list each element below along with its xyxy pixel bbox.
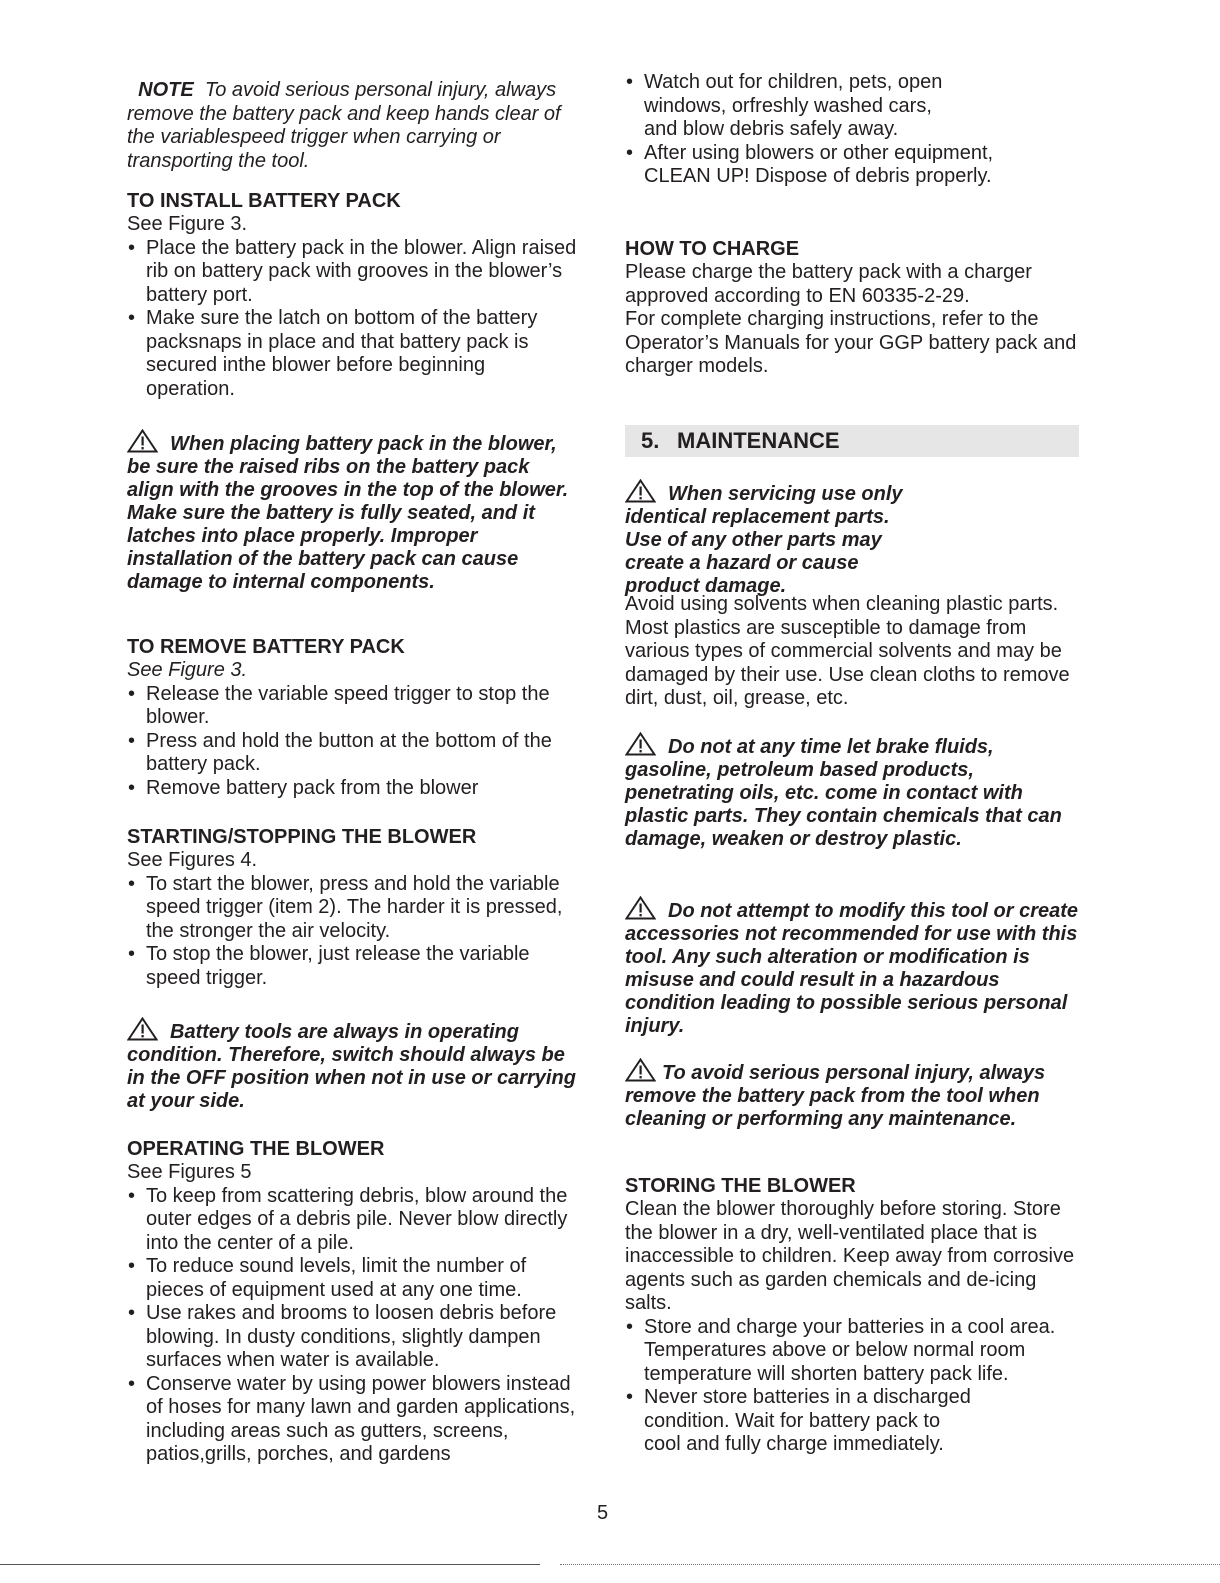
warning-battery-tools-text: Battery tools are always in operating condition. Therefore, switch should always be in the OFF position when not in use or carrying at your side. (127, 1021, 576, 1112)
warning-triangle-icon (625, 479, 656, 503)
list-item: • Store and charge your batteries in a cool area. Temperatures above or below normal room temperature will shorten battery pack life. (625, 1316, 1085, 1387)
list-item: • After using blowers or other equipment, CLEAN UP! Dispose of debris properly. (625, 142, 1085, 189)
note-text: To avoid serious personal injury, always remove the battery pack and keep hands clear of the variablespeed trigger when carrying or transporting the tool. (127, 79, 561, 172)
charge-heading: HOW TO CHARGE (625, 238, 800, 260)
charge-section (625, 237, 1085, 379)
list-item: • To reduce sound levels, limit the number of pieces of equipment used at any one time. (127, 1255, 577, 1302)
install-heading: TO INSTALL BATTERY PACK (127, 190, 401, 212)
list-item: • Remove battery pack from the blower (127, 777, 577, 801)
list-item: • Make sure the latch on bottom of the battery packsnaps in place and that battery pack is secured inthe blower before beginning operation. (127, 307, 577, 401)
list-item: • Watch out for children, pets, open windows, orfreshly washed cars, and blow debris safely away. (625, 71, 1085, 142)
list-item: • Place the battery pack in the blower. Align raised rib on battery pack with grooves in the blower’s battery port. (127, 237, 577, 308)
warning-triangle-icon (625, 896, 656, 920)
warning-triangle-icon (625, 732, 656, 756)
bottom-divider (0, 1564, 540, 1565)
warning-fluids-text: Do not at any time let brake fluids, gasoline, petroleum based products, penetrating oils, etc. come in contact with plastic parts. They contain chemicals that can damage, weaken or destroy plastic. (625, 736, 1062, 850)
remove-list (127, 683, 577, 801)
list-item: • To stop the blower, just release the variable speed trigger. (127, 943, 577, 990)
warning-replacement-parts (625, 479, 1085, 598)
solvents-paragraph: Avoid using solvents when cleaning plastic parts. Most plastics are susceptible to damage from various types of commercial solvents and may be damaged by their use. Use clean cloths to remove dirt, dust, oil, grease, etc. (625, 593, 1070, 709)
starting-list (127, 873, 577, 991)
note-paragraph (127, 79, 577, 173)
remove-heading: TO REMOVE BATTERY PACK (127, 636, 405, 658)
charge-paragraph-1: Please charge the battery pack with a charger approved according to EN 60335-2-29. (625, 261, 1032, 307)
install-section (127, 189, 577, 401)
list-item: • Use rakes and brooms to loosen debris before blowing. In dusty conditions, slightly dampen surfaces when water is available. (127, 1302, 577, 1373)
maintenance-section-header (625, 425, 1079, 457)
warning-modify-text: Do not attempt to modify this tool or create accessories not recommended for use with this tool. Any such alteration or modification is misuse and could result in a hazardous condition leading to possible serious personal injury. (625, 900, 1079, 1037)
list-item: • Conserve water by using power blowers instead of hoses for many lawn and garden applications, including areas such as gutters, screens, patios,grills, porches, and gardens (127, 1373, 589, 1467)
bottom-divider-dotted (560, 1564, 1220, 1565)
operating-list (127, 1185, 577, 1467)
remove-section (127, 635, 577, 800)
warning-remove-battery (625, 1058, 1085, 1131)
section-title: MAINTENANCE (677, 428, 840, 453)
storing-paragraph: Clean the blower thoroughly before storing. Store the blower in a dry, well-ventilated place that is inaccessible to children. Keep away from corrosive agents such as garden chemicals and de-icing salts. (625, 1198, 1075, 1314)
storing-heading: STORING THE BLOWER (625, 1175, 856, 1197)
page-number: 5 (596, 1502, 609, 1524)
list-item: • To keep from scattering debris, blow around the outer edges of a debris pile. Never blow directly into the center of a pile. (127, 1185, 577, 1256)
note-label: NOTE (138, 79, 194, 101)
section-number: 5. (641, 428, 660, 453)
warning-modify (625, 896, 1085, 1038)
storing-list (625, 1316, 1085, 1457)
charge-paragraph-2: For complete charging instructions, refer to the Operator’s Manuals for your GGP battery pack and charger models. (625, 308, 1077, 377)
list-item: • Never store batteries in a discharged condition. Wait for battery pack to cool and fully charge immediately. (625, 1386, 1085, 1457)
warning-remove-battery-text: To avoid serious personal injury, always remove the battery pack from the tool when cleaning or performing any maintenance. (625, 1062, 1046, 1130)
operating-section (127, 1137, 577, 1467)
install-see-figure: See Figure 3. (127, 213, 248, 235)
warning-install-text: When placing battery pack in the blower, be sure the raised ribs on the battery pack align with the grooves in the top of the blower. Make sure the battery is fully seated, and it latches into place properly. Improper installation of the battery pack can cause damage to internal components. (127, 433, 569, 593)
starting-heading: STARTING/STOPPING THE BLOWER (127, 826, 477, 848)
starting-see-figure: See Figures 4. (127, 849, 258, 871)
warning-fluids (625, 732, 1085, 851)
list-item: • Press and hold the button at the bottom of the battery pack. (127, 730, 577, 777)
warning-replacement-parts-text: When servicing use only identical replacement parts. Use of any other parts may create a hazard or cause product damage. (625, 483, 903, 597)
warning-triangle-icon (127, 1017, 158, 1041)
warning-triangle-icon (127, 429, 158, 453)
warning-battery-tools (127, 1017, 577, 1113)
warning-install (127, 429, 577, 594)
safety-list (625, 71, 1085, 189)
list-item: • To start the blower, press and hold the variable speed trigger (item 2). The harder it is pressed, the stronger the air velocity. (127, 873, 577, 944)
install-list (127, 237, 577, 402)
remove-see-figure: See Figure 3. (127, 659, 248, 681)
warning-triangle-icon (625, 1058, 656, 1082)
starting-section (127, 825, 577, 990)
list-item: • Release the variable speed trigger to stop the blower. (127, 683, 577, 730)
storing-section (625, 1174, 1085, 1457)
operating-see-figure: See Figures 5 (127, 1161, 252, 1183)
operating-heading: OPERATING THE BLOWER (127, 1138, 385, 1160)
